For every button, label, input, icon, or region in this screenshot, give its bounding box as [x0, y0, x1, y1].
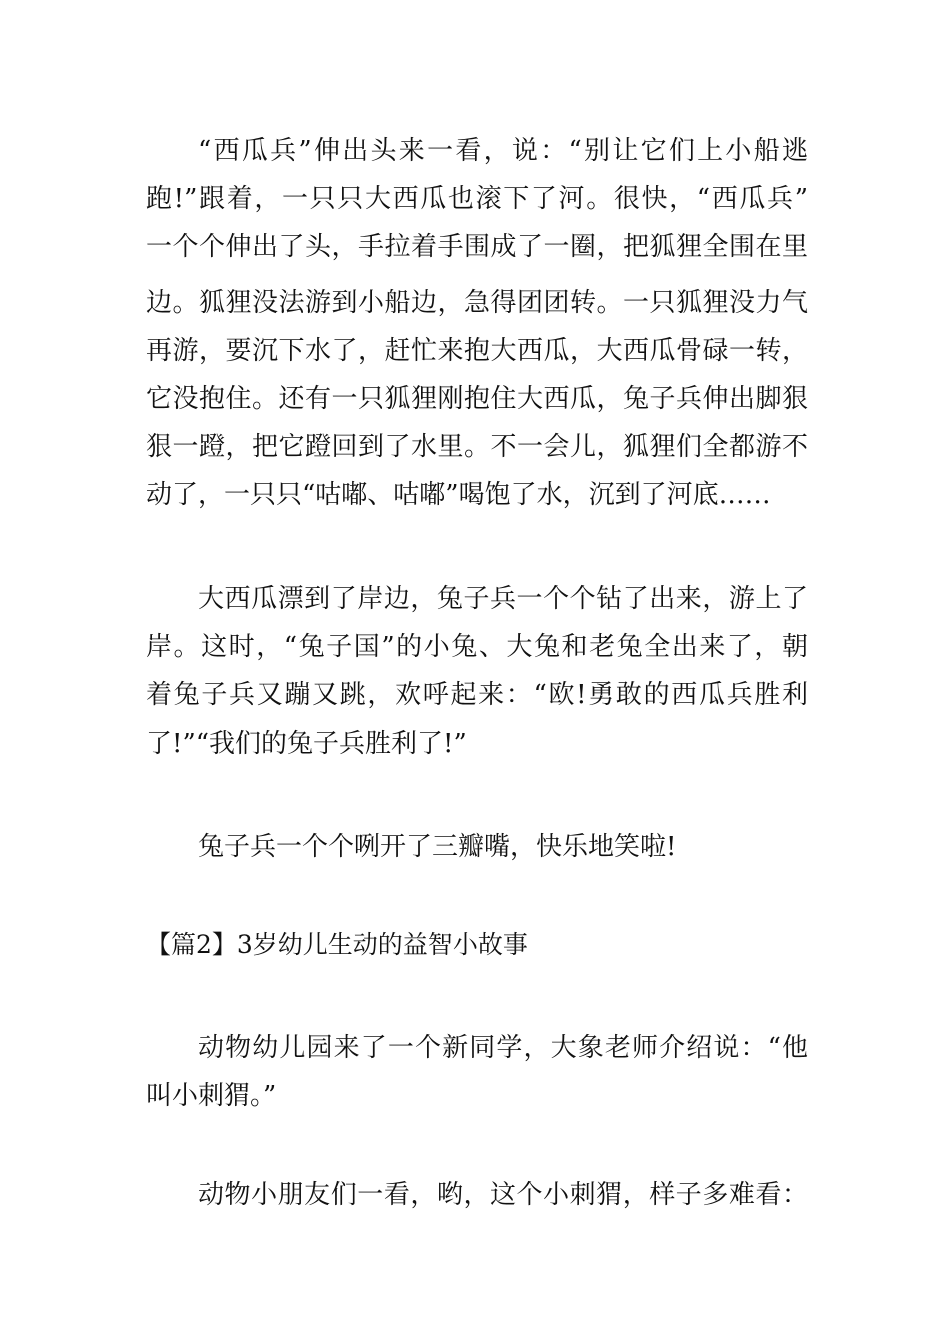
text-line: 再游，要沉下水了，赶忙来抱大西瓜，大西瓜骨碌一转， [146, 336, 808, 366]
text-line: 着兔子兵又蹦又跳，欢呼起来：“欧!勇敢的西瓜兵胜利 [146, 680, 808, 710]
section-heading: 【篇2】3岁幼儿生动的益智小故事 [146, 930, 528, 959]
text-line: 叫小刺猬。” [146, 1081, 277, 1111]
text-line: 大西瓜漂到了岸边，兔子兵一个个钻了出来，游上了 [198, 584, 808, 614]
text-line: 岸。这时，“兔子国”的小兔、大兔和老兔全出来了，朝 [146, 632, 808, 662]
text-line: 边。狐狸没法游到小船边，急得团团转。一只狐狸没力气 [146, 288, 808, 318]
text-line: 动物幼儿园来了一个新同学，大象老师介绍说：“他 [198, 1033, 808, 1063]
text-line: 它没抱住。还有一只狐狸刚抱住大西瓜，兔子兵伸出脚狠 [146, 384, 808, 414]
text-line: 兔子兵一个个咧开了三瓣嘴，快乐地笑啦! [198, 832, 677, 862]
text-line: 狠一蹬，把它蹬回到了水里。不一会儿，狐狸们全都游不 [146, 432, 808, 462]
text-line: 一个个伸出了头，手拉着手围成了一圈，把狐狸全围在里 [146, 232, 808, 262]
text-line: 了!”“我们的兔子兵胜利了!” [146, 729, 467, 759]
text-line: 跑!”跟着，一只只大西瓜也滚下了河。很快，“西瓜兵” [146, 184, 808, 214]
text-line: 动物小朋友们一看，哟，这个小刺猬，样子多难看： [198, 1180, 808, 1210]
text-line: “西瓜兵”伸出头来一看，说：“别让它们上小船逃 [198, 136, 808, 166]
text-line: 动了，一只只“咕嘟、咕嘟”喝饱了水，沉到了河底…… [146, 480, 771, 510]
